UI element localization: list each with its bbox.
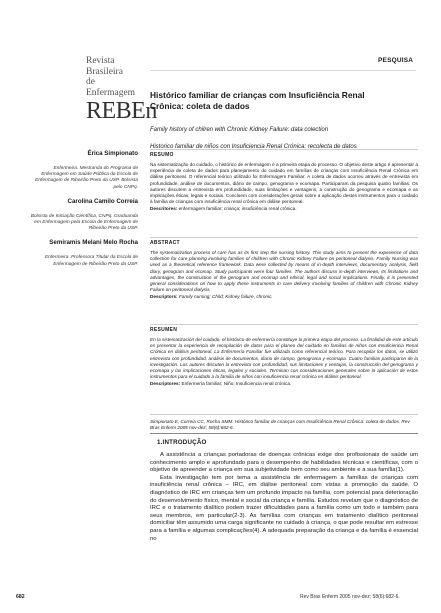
resumo-keywords — [150, 206, 418, 212]
author-block — [30, 150, 138, 191]
resumo-keywords-label: Descritores: — [150, 206, 178, 212]
journal-logo — [86, 56, 157, 124]
abstract-divider — [150, 237, 418, 238]
page-number: 682 — [16, 594, 25, 600]
author-affiliation: Bolsista de Iniciação Científica, CNPq. Graduanda em Enfermagem pela Escola de Enfermagem de Ribeirão Preto da USP. — [30, 213, 138, 232]
article-citation: Simpionato E, Correia CC, Rocha SMM. Histórico familiar de crianças com Insuficiência Renal Crônica: coleta de dados. Rev Bras Enferm 2005 nov-dez; 58(6):682-6. — [150, 419, 410, 431]
author-affiliation: Enfermeira. Mestranda do Programa de Enfermagem em Saúde Pública da Escola de Enfermagem de Ribeirão Preto da USP. Bolsista pelo CNPq. — [35, 166, 138, 190]
intro-paragraph-2: Esta investigação tem por tema a assistência de enfermagem a famílias de crianças com insuficiência renal crônica – IRC, em diálise peritoneal com vistas a promoção da saúde. O diagnóstico de IRC em crianças tem um profundo impacto na família, com potencial para deterioração do desenvolvimento físico, mental e social da criança e família. Estudos revelam que o diagnóstico de IRC e o tratamento dialítico podem trazer dificuldades para a família como um todo e também para seus membros, em particular(2-3). As famílias com crianças em tratamento dialítico peritoneal domiciliar têm assumido uma carga significante no cuidado à criança, o que pode resultar em estresse para a família e algumas complicações(4). A adequada preparação da criança e da família é essencial no — [150, 474, 418, 542]
abstract-text: The systematization process of care has as its first step the nursing history. This study aims to present the experience of data collection for care planning involving families of children with Chronic Kidney Failure on peritoneal dialysis. Family Nursing was used as a theoretical reference framework. Data were collected by means of in-depth interviews, documentary analysis, field diary, genogram and ecomap. Study participants were four families. The authors discuss in-depth interviews, its limitations and advantages, the construction of the genogram and ecomap and ethical, legal and social implications. Finally, it is presented general considerations on how to apply these instruments in care delivery involving families of children with Chronic Kidney Failure on peritoneal dialysis. — [150, 250, 418, 293]
resumo-keywords-value: enfermagem familiar; criança; insuficiência renal crônica. — [178, 206, 297, 212]
article-title-pt: Histórico familiar de crianças com Insuficiência Renal Crônica: coleta de dados — [150, 90, 365, 111]
authors-column — [30, 150, 138, 268]
abstract-heading: ABSTRACT — [150, 240, 180, 246]
journal-name-line1: Revista — [86, 56, 115, 66]
intro-body — [150, 452, 418, 543]
footer-reference: Rev Bras Enferm 2005 nov-dez; 58(6):682-6. — [300, 594, 400, 600]
author-affiliation: Enfermeira. Professora Titular da Escola de Enfermagem de Ribeirão Preto da USP. — [44, 255, 138, 267]
abstract-keywords — [150, 294, 418, 300]
journal-name-line3: de Enfermagem — [86, 77, 136, 98]
author-name: Semiramis Melani Melo Rocha — [49, 239, 138, 247]
section-label: PESQUISA — [378, 57, 414, 64]
resumen-heading: RESUMEN — [150, 327, 178, 333]
resumen-divider — [150, 324, 418, 325]
author-name: Érica Simpionato — [87, 150, 138, 157]
resumo-heading: RESUMO — [150, 152, 174, 158]
resumo-divider — [150, 149, 418, 150]
resumen-keywords-label: Descriptores: — [150, 381, 181, 387]
intro-heading: 1.INTRODUÇÃO — [157, 439, 207, 446]
journal-name-line2: Brasileira — [86, 66, 123, 77]
resumen-keywords — [150, 381, 418, 387]
resumen-text: En la sistematización del cuidado, el histórico de enfermería constituye la primera etapa del proceso. La finalidad de este artículo es presentar la experiencia de recopilación de datos para el planeo del cuidado en familias de niños con Insuficiencia Renal Crónica en diálisis peritoneal. La Enfermería Familiar fue utilizada como referencial teórico. Para recopilar los datos, se utilizó entrevista con profundidad, análisis de documentos, diario de campo, genograma y ecomapa. Cuatro familias participaron de la investigación. Los autores discuten la entrevista con profundidad, sus limitaciones y ventajas, la construcción del genograma y ecomapa y las implicaciones éticas, legales y sociales. Terminan con consideraciones generales sobre la aplicación de estos instrumentos para el cuidado a la familia de niños con insuficiencia renal crónica en diálisis peritoneal. — [150, 337, 418, 380]
author-name: Carolina Camilo Correia — [67, 197, 138, 205]
resumo-text: Na sistematização do cuidado, o histórico de enfermagem é a primeira etapa do processo. O objetivo deste artigo é apresentar a experiência de coleta de dados para planejamento do cuidado em famílias de crianças com Insuficiência Renal Crônica em diálise peritoneal. O referencial teórico utilizado foi Enfermagem Familiar. A coleta de dados ocorreu através de entrevista em profundidade, análise de documentos, diário de campo, genograma e ecomapa. Participaram da pesquisa quatro famílias. Os autores discutem a entrevista em profundidade, suas limitações e vantagens, a construção do genograma e ecomapa e as implicações éticas, legais e sociais. Concluem com considerações gerais sobre a aplicação destes instrumentos para o cuidado à família de crianças com insuficiência renal crônica em diálise peritoneal. — [150, 162, 418, 205]
journal-brand: REBEn — [86, 98, 157, 124]
header-divider — [150, 70, 416, 71]
article-title-es: Historico familiar de niños con Insuficiencia Renal Crónica: recolecta de datos — [150, 144, 357, 150]
body-divider — [150, 433, 418, 434]
citation-divider — [150, 414, 418, 415]
resumen-block — [150, 327, 418, 388]
abstract-block — [150, 240, 418, 301]
article-title-en: Family history of chilren with Chronic Kidney Failure: data colection — [150, 127, 329, 133]
author-block — [30, 198, 138, 233]
author-block — [30, 239, 138, 267]
resumo-block — [150, 152, 418, 213]
intro-paragraph-1: A assistência a crianças portadoras de doenças crônicas exige dos profissionais de saúde um conhecimento amplo e aprofundado para o desempenho de habilidades técnicas e científicas, com o objetivo de apreender a criança em sua subjetividade bem como seu ambiente e a sua família(1). — [150, 452, 418, 474]
resumen-keywords-value: Enfermería familiar; Niño; Insuficiencia renal crónica. — [181, 381, 292, 387]
abstract-keywords-value: Family nursing; Child; Kidney failure, chronic. — [178, 294, 273, 300]
abstract-keywords-label: Descriptors: — [150, 294, 178, 300]
